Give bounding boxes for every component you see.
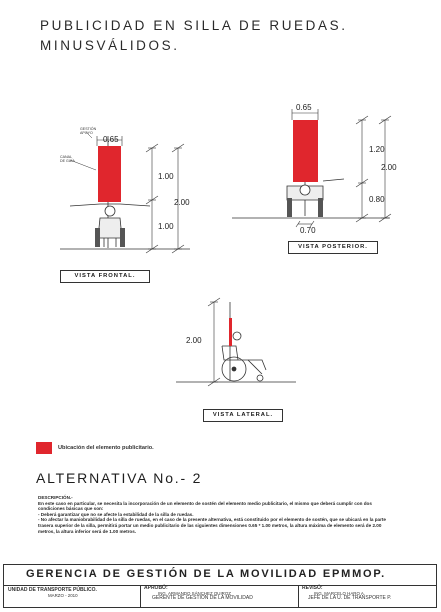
legend-swatch [36,442,52,454]
rear-dim-lower: 0.80 [369,195,385,204]
footer-reviewed-heading: REVISÓ: [302,585,323,591]
front-annotation-top: GESTIÓN APOYO [80,127,97,136]
alternative-heading: ALTERNATIVA No.- 2 [36,470,203,486]
footer-unit-date: MARZO - 2010 [48,593,78,599]
footer-unit-cell [8,588,136,598]
front-ad-panel [98,146,121,202]
description-paragraph: En este caso en particular, se necesita la incorporación de un elemento de sostén del elemento medio publicitario, el mismo que deberá cumplir con dos condiciones básicas que son: [38,500,372,512]
description-bullet-2: - No afectar la maniobrabilidad de la silla de ruedas, en el caso de la presente alternativa, está constituido por el elemento de sostén, que se ubicará en la parte trasera superior de la silla, permitirá portar un medio publicitario de las siguientes dimensiones 0.65 * 1.00 metros, la altura máxima de elemento será de 2.00 metros, la altura inferior será de 1.00 metros. [38,517,386,534]
side-view-label: VISTA LATERAL. [203,409,283,422]
front-view-drawing [60,132,190,253]
legend-text: Ubicación del elemento publicitario. [58,445,154,451]
title-line-1: PUBLICIDAD EN SILLA DE RUEDAS. [40,18,348,33]
footer-col-divider-2 [298,585,299,607]
footer-unit-heading: UNIDAD DE TRANSPORTE PÚBLICO. [8,587,97,593]
rear-dim-base: 0.70 [300,226,316,235]
footer-approved-name: ING. ARMANDO SÁNCHEZ QUIROZ [158,591,231,597]
side-ad-panel [229,318,232,346]
front-dim-width: 0.65 [103,135,119,144]
front-annotation-left: CANAL DE GUÍA [60,155,75,164]
title-line-2: MINUSVÁLIDOS. [40,38,180,53]
footer-reviewed-name: ING. MARCELO HARO A. [314,591,365,597]
front-dim-upper: 1.00 [158,172,174,181]
footer-col-divider-1 [140,585,141,607]
description-heading: DESCRIPCIÓN.- [38,495,73,500]
rear-dim-upper: 1.20 [369,145,385,154]
footer-approved-cell [144,586,294,602]
footer-approved-role: GERENTE DE GESTIÓN DE LA MOVILIDAD [152,595,253,602]
footer-reviewed-role: JEFE DE LA U. DE TRANSPORTE P. [308,595,392,602]
description-bullet-1: - Deberá garantizar que no se afecte la estabilidad de la silla de ruedas. [38,511,194,517]
rear-dim-width: 0.65 [296,103,312,112]
footer-title: GERENCIA DE GESTIÓN DE LA MOVILIDAD EPMMOP. [26,568,386,580]
description [38,495,398,534]
rear-view-label: VISTA POSTERIOR. [288,241,378,254]
footer-approved-heading: APROBÓ: [144,585,168,591]
title-block [3,564,437,608]
footer-reviewed-cell [302,586,432,602]
front-dim-lower: 1.00 [158,222,174,231]
side-dim-height: 2.00 [186,336,202,345]
front-dim-total: 2.00 [174,198,190,207]
front-view-label: VISTA FRONTAL. [60,270,150,283]
rear-dim-total: 2.00 [381,163,397,172]
rear-occupant-head [300,185,310,195]
rear-ad-panel [293,120,318,182]
